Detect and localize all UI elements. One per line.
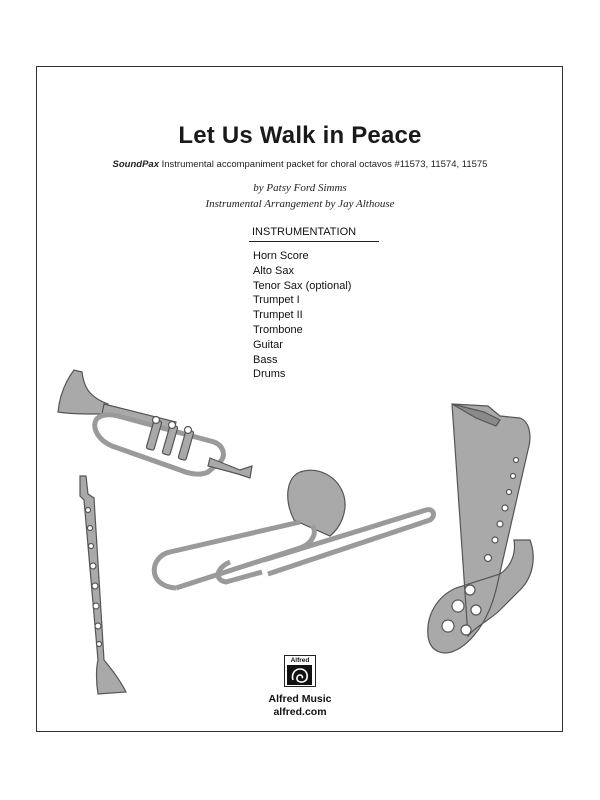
- publisher-website: alfred.com: [273, 706, 327, 718]
- alfred-logo-icon: [284, 655, 316, 687]
- list-item: Trumpet II: [253, 309, 303, 322]
- composer-credit: by Patsy Ford Simms: [253, 182, 347, 194]
- list-item: Horn Score: [253, 250, 309, 262]
- arranger-credit: Instrumental Arrangement by Jay Althouse: [205, 198, 395, 210]
- list-item: Bass: [253, 353, 278, 366]
- list-item: Tenor Sax (optional): [253, 279, 352, 292]
- subtitle-brand: SoundPax: [112, 159, 159, 170]
- saxophone-illustration: [428, 404, 533, 653]
- list-item: Drums: [253, 368, 286, 381]
- publisher-info: [0, 693, 600, 719]
- page-title: Let Us Walk in Peace: [178, 122, 422, 149]
- subtitle-description: Instrumental accompaniment packet for choral octavos #11573, 11574, 11575: [158, 159, 488, 170]
- logo-mark: [285, 664, 314, 686]
- clarinet-illustration: [80, 476, 126, 694]
- instrumentation-heading: INSTRUMENTATION: [249, 226, 379, 242]
- trumpet-illustration: [58, 370, 252, 478]
- trombone-illustration: [154, 470, 433, 588]
- list-item: Trumpet I: [253, 294, 300, 307]
- publisher-name: Alfred Music: [268, 693, 332, 705]
- list-item: Trombone: [253, 323, 303, 336]
- list-item: Guitar: [253, 338, 283, 351]
- list-item: Alto Sax: [253, 264, 294, 277]
- logo-text: Alfred: [290, 657, 310, 664]
